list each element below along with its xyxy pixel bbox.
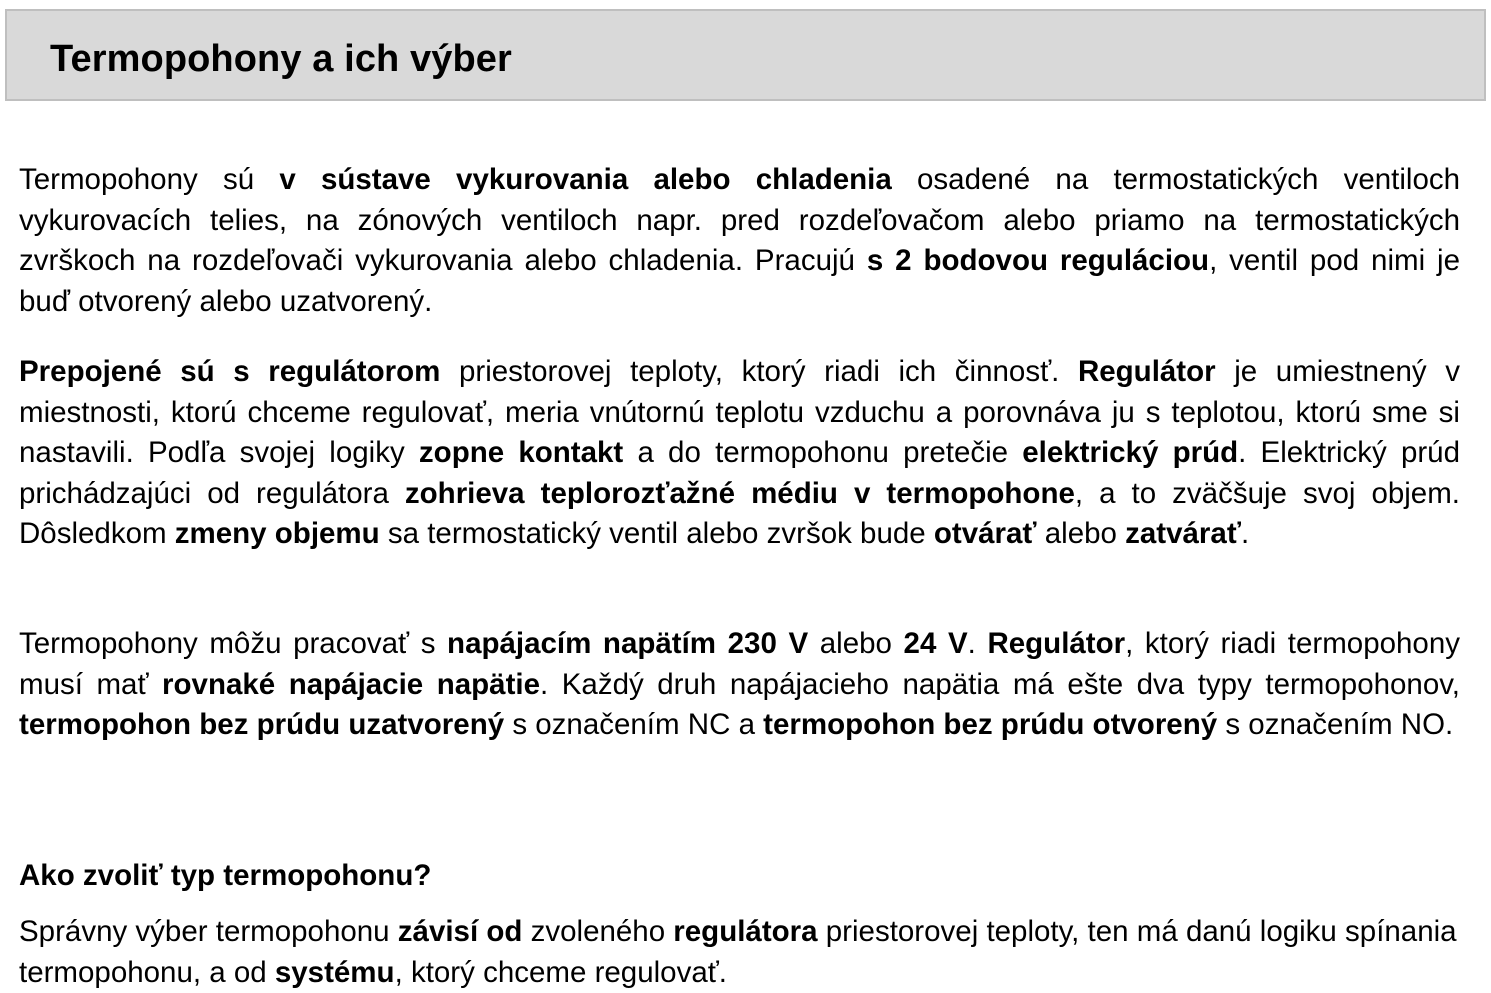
bold-text-run: zatvárať	[1125, 517, 1241, 550]
bold-text-run: Regulátor	[987, 627, 1126, 660]
bold-text-run: zmeny objemu	[174, 517, 380, 550]
text-run: Termopohony sú	[19, 163, 280, 196]
text-run: . Elektrický prúd prichádzajúci od regulátora	[19, 436, 1460, 510]
text-run: Správny výber termopohonu	[19, 915, 398, 948]
bold-text-run: Regulátor	[1077, 355, 1216, 388]
paragraph-regulator	[19, 352, 1460, 555]
text-run: , ventil pod nimi je buď otvorený alebo uzatvorený.	[19, 244, 1460, 318]
bold-text-run: elektrický prúd	[1022, 436, 1239, 469]
text-run: s označením NO.	[1217, 708, 1454, 741]
bold-text-run: zopne kontakt	[418, 436, 624, 469]
text-run: a do termopohonu pretečie	[623, 436, 1023, 469]
text-run: .	[1240, 517, 1250, 550]
bold-text-run: termopohon bez prúdu uzatvorený	[19, 708, 505, 741]
bold-text-run: napájacím napätím 230 V	[447, 627, 809, 660]
text-run: je umiestnený v miestnosti, ktorú chceme regulovať, meria vnútornú teplotu vzduchu a porovnáva ju s teplotou, ktorú sme si nastavili. Podľa svojej logiky	[19, 355, 1461, 469]
bold-text-run: regulátora	[673, 915, 818, 948]
paragraph-intro	[19, 160, 1460, 322]
text-run: Termopohony môžu pracovať s	[19, 627, 448, 660]
section-subheading	[19, 856, 1460, 896]
bold-text-run: systému	[274, 955, 395, 989]
text-run: alebo	[1036, 517, 1126, 550]
bold-text-run: 24 V	[903, 627, 968, 660]
text-run: alebo	[808, 627, 904, 660]
text-run: s označením NC a	[504, 708, 764, 741]
text-run: , ktorý chceme regulovať.	[394, 955, 727, 989]
paragraph-selection	[19, 912, 1460, 993]
text-run: .	[967, 627, 988, 660]
text-run: , ktorý riadi termopohony musí mať	[19, 627, 1460, 701]
text-run: priestorovej teploty, ten má danú logiku spínania termopohonu, a od	[19, 915, 1457, 989]
bold-text-run: otvárať	[933, 517, 1037, 550]
bold-text-run: zohrieva teplorozťažné médiu v termopohone	[404, 476, 1075, 510]
text-run: , a to zväčšuje svoj objem. Dôsledkom	[19, 476, 1460, 550]
bold-text-run: termopohon bez prúdu otvorený	[763, 708, 1218, 741]
bold-text-run: v sústave vykurovania alebo chladenia	[279, 163, 892, 196]
bold-text-run: s 2 bodovou reguláciou	[866, 244, 1210, 277]
title-bar	[5, 9, 1486, 101]
text-run: priestorovej teploty, ktorý riadi ich činnosť.	[440, 355, 1078, 388]
text-run: . Každý druh napájacieho napätia má ešte dva typy termopohonov,	[540, 667, 1460, 701]
text-run: sa termostatický ventil alebo zvršok bude	[379, 517, 934, 550]
paragraph-voltage	[19, 624, 1460, 746]
bold-text-run: rovnaké napájacie napätie	[162, 667, 541, 701]
text-run: zvoleného	[522, 915, 674, 948]
bold-text-run: Prepojené sú s regulátorom	[19, 355, 441, 388]
text-run: osadené na termostatických ventiloch vykurovacích telies, na zónových ventiloch napr. pred rozdeľovačom alebo priamo na termostatických zvrškoch na rozdeľovači vykurovania alebo chladenia. Pracujú	[19, 163, 1461, 277]
page-title: Termopohony a ich výber	[50, 38, 512, 80]
bold-text-run: závisí od	[397, 915, 523, 948]
subheading-text: Ako zvoliť typ termopohonu?	[19, 859, 432, 892]
